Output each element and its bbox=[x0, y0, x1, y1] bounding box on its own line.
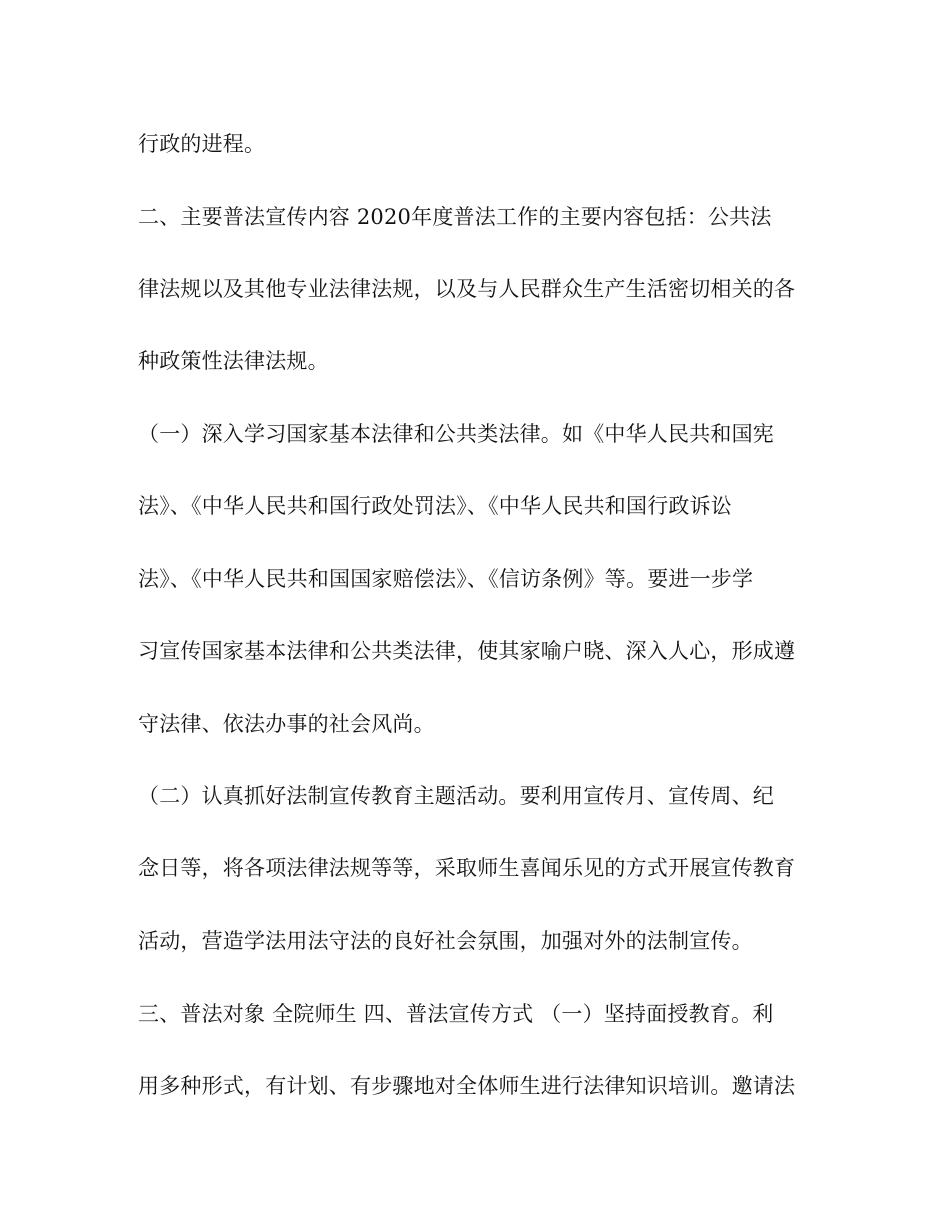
text-line: （二）认真抓好法制宣传教育主题活动。要利用宣传月、宣传周、纪 bbox=[138, 784, 774, 808]
text-line: 律法规以及其他专业法律法规，以及与人民群众生产生活密切相关的各 bbox=[138, 277, 796, 301]
text-line: 行政的进程。 bbox=[138, 132, 266, 156]
text-line: 法》、《中华人民共和国行政处罚法》、《中华人民共和国行政诉讼 bbox=[138, 494, 732, 518]
text-line: 活动，营造学法用法守法的良好社会氛围，加强对外的法制宣传。 bbox=[138, 929, 753, 953]
text-line: 用多种形式，有计划、有步骤地对全体师生进行法律知识培训。邀请法 bbox=[138, 1074, 796, 1098]
text-line: 三、普法对象 全院师生 四、普法宣传方式 （一）坚持面授教育。利 bbox=[138, 1002, 774, 1026]
text-line: 法》、《中华人民共和国国家赔偿法》、《信访条例》等。要进一步学 bbox=[138, 567, 754, 591]
text-line: 念日等，将各项法律法规等等，采取师生喜闻乐见的方式开展宣传教育 bbox=[138, 856, 796, 880]
text-line: 种政策性法律法规。 bbox=[138, 349, 329, 373]
text-line: 守法律、依法办事的社会风尚。 bbox=[138, 712, 435, 736]
text-line: 二、主要普法宣传内容 2020年度普法工作的主要内容包括：公共法 bbox=[138, 205, 772, 229]
text-line: （一）深入学习国家基本法律和公共类法律。如《中华人民共和国宪 bbox=[138, 422, 774, 446]
text-line: 习宣传国家基本法律和公共类法律，使其家喻户晓、深入人心，形成遵 bbox=[138, 639, 796, 663]
